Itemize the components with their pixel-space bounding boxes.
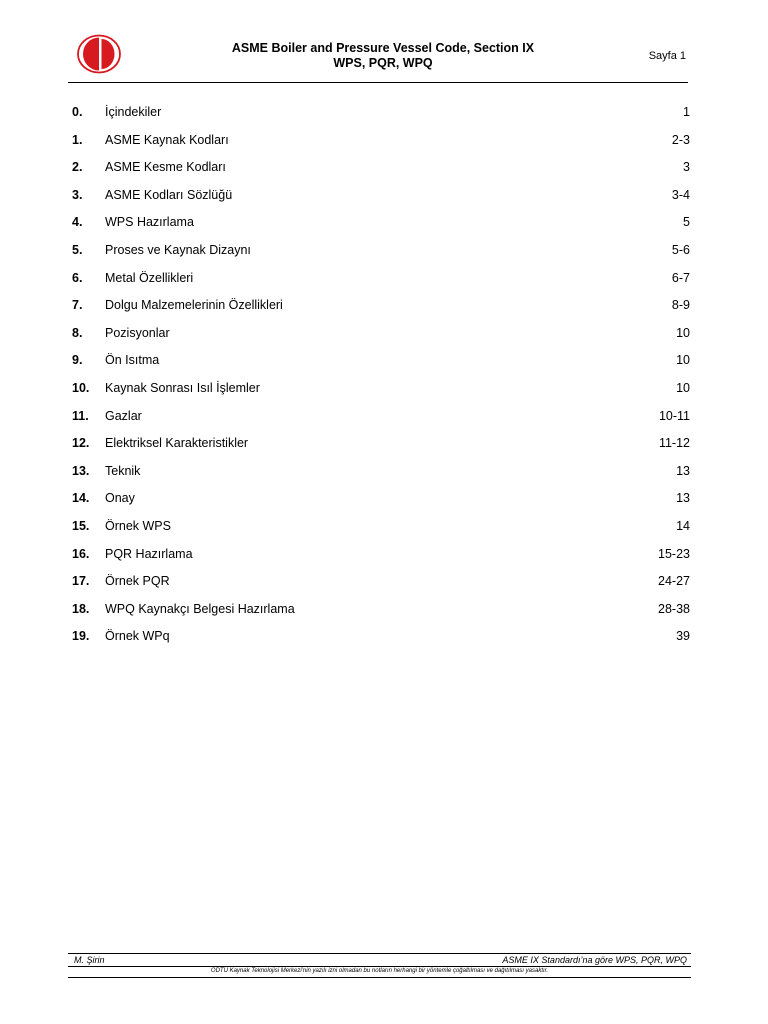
toc-title: WPQ Kaynakçı Belgesi Hazırlama	[105, 601, 295, 616]
toc-page-number: 10-11	[658, 408, 690, 423]
toc-number: 4.	[72, 215, 83, 230]
toc-number: 0.	[72, 105, 83, 119]
toc-title: ASME Kodları Sözlüğü	[105, 187, 233, 202]
toc-row	[72, 430, 692, 458]
toc-number: 2.	[72, 160, 83, 175]
toc-title: İçindekiler	[105, 105, 162, 119]
toc-page-number: 3	[683, 160, 690, 175]
toc-page-number: 5	[683, 215, 690, 230]
toc-row	[72, 403, 692, 431]
toc-row	[72, 265, 692, 293]
toc-row	[72, 485, 692, 513]
toc-title: Gazlar	[105, 408, 142, 423]
toc-title: ASME Kesme Kodları	[105, 160, 226, 175]
toc-page-number: 13	[676, 463, 690, 478]
toc-row	[72, 513, 692, 541]
page-number-label: Sayfa 1	[648, 50, 686, 62]
title-line-1: ASME Boiler and Pressure Vessel Code, Section IX	[231, 41, 535, 55]
toc-page-number: 14	[676, 518, 690, 533]
toc-title: Metal Özellikleri	[105, 270, 194, 285]
toc-row	[72, 127, 692, 155]
title-line-2: WPS, PQR, WPQ	[333, 56, 433, 70]
toc-row	[72, 623, 692, 651]
table-of-contents	[72, 99, 692, 651]
page-footer	[68, 953, 691, 978]
toc-title: PQR Hazırlama	[105, 546, 193, 561]
toc-title: Pozisyonlar	[105, 325, 170, 340]
toc-title: WPS Hazırlama	[105, 215, 194, 230]
toc-row	[72, 182, 692, 210]
toc-title: Teknik	[105, 463, 141, 478]
toc-title: Elektriksel Karakteristikler	[105, 436, 249, 451]
toc-row	[72, 596, 692, 624]
toc-page-number: 24-27	[658, 574, 690, 589]
toc-page-number: 3-4	[671, 187, 690, 202]
toc-number: 7.	[72, 298, 83, 313]
toc-number: 14.	[72, 491, 90, 506]
toc-number: 12.	[72, 436, 90, 451]
toc-title: ASME Kaynak Kodları	[105, 132, 229, 147]
toc-number: 15.	[72, 518, 90, 533]
toc-row	[72, 347, 692, 375]
toc-title: Ön Isıtma	[105, 353, 160, 368]
toc-title: Kaynak Sonrası Isıl İşlemler	[105, 380, 260, 395]
toc-page-number: 5-6	[671, 242, 690, 257]
toc-row	[72, 541, 692, 569]
toc-row	[72, 237, 692, 265]
footer-copyright: ODTÜ Kaynak Teknolojisi Merkezi'nin yazılı izni olmadan bu notların herhangi bir yöntemle çoğaltılması ve dağıtılması yasaktır.	[210, 968, 549, 974]
toc-number: 11.	[72, 408, 89, 423]
toc-page-number: 13	[676, 491, 690, 506]
footer-author: M. Şirin	[74, 955, 105, 965]
page-header	[68, 30, 688, 83]
toc-row	[72, 375, 692, 403]
toc-title: Örnek WPq	[105, 629, 170, 644]
toc-title: Örnek WPS	[105, 518, 171, 533]
toc-number: 5.	[72, 242, 83, 257]
toc-title: Onay	[105, 491, 135, 506]
toc-page-number: 11-12	[658, 436, 690, 451]
footer-divider-3	[68, 977, 691, 978]
toc-number: 13.	[72, 463, 90, 478]
toc-row	[72, 209, 692, 237]
footer-info-row	[68, 954, 691, 966]
toc-page-number: 10	[676, 353, 690, 368]
toc-number: 6.	[72, 270, 83, 285]
toc-title: Proses ve Kaynak Dizaynı	[105, 242, 251, 257]
toc-number: 19.	[72, 629, 90, 644]
toc-number: 18.	[72, 601, 90, 616]
footer-document-title: ASME IX Standardı’na göre WPS, PQR, WPQ	[502, 955, 687, 965]
toc-page-number: 1	[683, 105, 690, 119]
toc-page-number: 15-23	[658, 546, 690, 561]
toc-page-number: 28-38	[658, 601, 690, 616]
toc-number: 16.	[72, 546, 90, 561]
toc-number: 10.	[72, 380, 90, 395]
document-title	[148, 41, 618, 71]
toc-page-number: 2-3	[671, 132, 690, 147]
toc-title: Dolgu Malzemelerinin Özellikleri	[105, 298, 283, 313]
toc-page-number: 8-9	[671, 298, 690, 313]
toc-page-number: 6-7	[671, 270, 690, 285]
toc-number: 8.	[72, 325, 83, 340]
toc-number: 1.	[72, 132, 83, 147]
toc-row	[72, 458, 692, 486]
toc-title: Örnek PQR	[105, 574, 170, 589]
toc-number: 3.	[72, 187, 83, 202]
toc-row	[72, 154, 692, 182]
toc-page-number: 10	[676, 325, 690, 340]
toc-number: 9.	[72, 353, 83, 368]
toc-row	[72, 292, 692, 320]
toc-row	[72, 99, 692, 127]
toc-row	[72, 320, 692, 348]
toc-number: 17.	[72, 574, 90, 589]
odtu-logo-icon	[76, 34, 122, 74]
toc-page-number: 10	[676, 380, 690, 395]
toc-row	[72, 568, 692, 596]
toc-page-number: 39	[676, 629, 690, 644]
